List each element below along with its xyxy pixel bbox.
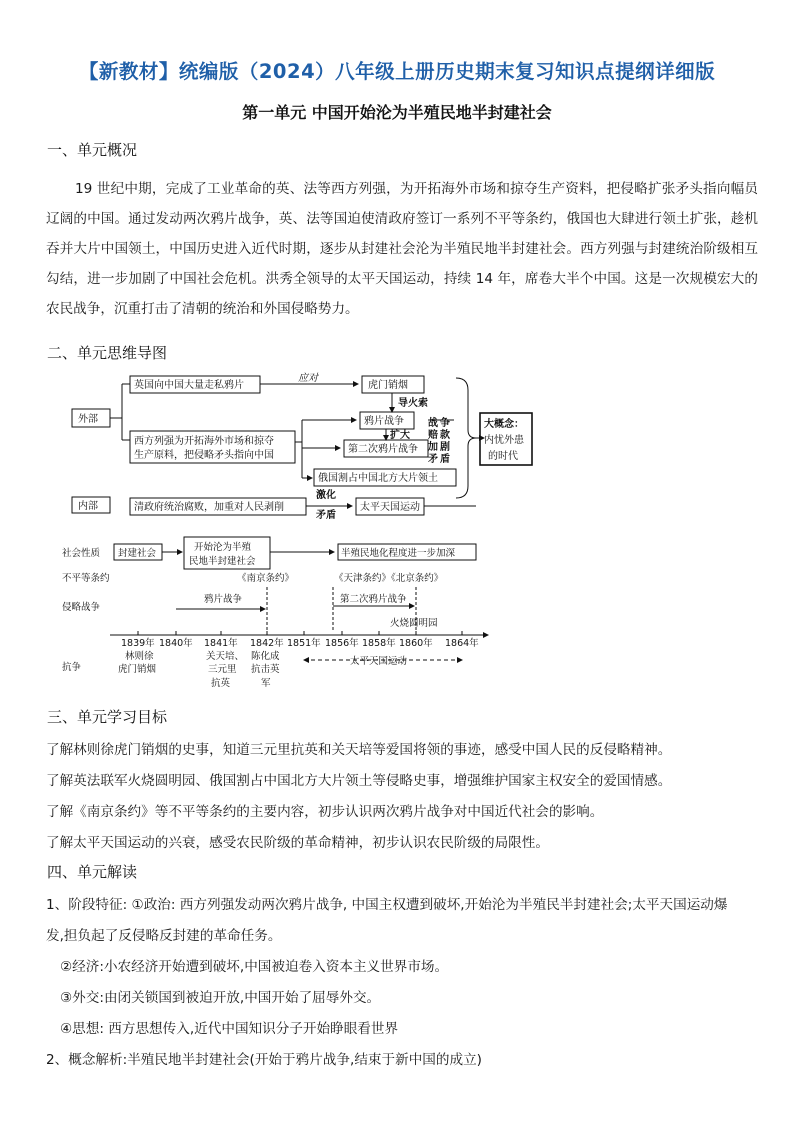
stage-feature-politics-cont: 发,担负起了反侵略反封建的革命任务。 (46, 928, 282, 944)
zz-vertical-label (427, 416, 451, 465)
svg-text:加: 加 (428, 442, 438, 453)
stage-feature-thought: ④思想: 西方思想传入,近代中国知识分子开始睁眼看世界 (60, 1021, 399, 1037)
goal-item: 了解英法联军火烧圆明园、俄国割占中国北方大片领土等侵略史事，增强维护国家主权安全的爱国情感。 (46, 773, 672, 789)
label-jihua-1: 激化 (316, 490, 336, 501)
section-heading-overview: 一、单元概况 (47, 141, 138, 159)
label-guan-3: 抗英 (211, 678, 231, 689)
label-jihua-2: 矛盾 (316, 510, 336, 521)
label-humen: 虎门销烟 (368, 380, 408, 391)
label-war-2: 第二次鸦片战争 (340, 594, 407, 605)
goal-item: 了解林则徐虎门销烟的史事，知道三元里抗英和关天培等爱国将领的事迹，感受中国人民的反侵略精神。 (46, 742, 672, 758)
overview-paragraph: 19 世纪中期，完成了工业革命的英、法等西方列强，为开拓海外市场和掠夺生产资料，把侵略扩张矛头指向幅员辽阔的中国。通过发动两次鸦片战争，英、法等国迫使清政府签订一系列不平等条约，俄国也大肆进行领土扩张，趁机吞并大片中国领土，中国历史进入近代时期，逐步从封建社会沦为半殖民地半封建社会。西方列强与封建统治阶级相互勾结，进一步加剧了中国社会危机。洪秀全领导的太平天国运动，持续 14 年，席卷大半个中国。这是一次规模宏大的农民战争，沉重打击了清朝的统治和外国侵略势力。 (46, 181, 758, 317)
label-britain-opium: 英国向中国大量走私鸦片 (134, 380, 244, 391)
label-opium-war: 鸦片战争 (364, 416, 404, 427)
svg-text:盾: 盾 (440, 454, 450, 465)
label-guan-1: 关天培、 (206, 651, 245, 662)
label-kuoda: 扩大 (390, 430, 410, 441)
label-second-opium-war: 第二次鸦片战争 (348, 444, 418, 455)
label-kaishi-2: 民地半封建社会 (189, 556, 256, 567)
timeline-years (121, 637, 479, 649)
stage-feature-politics: 1、阶段特征: ①政治: 西方列强发动两次鸦片战争, 中国主权遭到破坏,开始沦为半殖民半封建社会;太平天国运动爆 (46, 897, 728, 913)
label-war-1: 鸦片战争 (204, 594, 243, 605)
label-neibu: 内部 (78, 501, 98, 512)
label-jinyibu: 半殖民地化程度进一步加深 (341, 548, 456, 559)
label-kaishi-1: 开始沦为半殖 (194, 542, 252, 553)
label-daohuosuo: 导火索 (398, 398, 428, 409)
label-qing-corruption: 清政府统治腐败，加重对人民剥削 (134, 502, 284, 513)
timeline-diagram (58, 532, 498, 696)
label-yingdui: 应对 (298, 373, 318, 384)
label-west-1: 西方列强为开拓海外市场和掠夺 (134, 436, 274, 447)
concept-analysis: 2、概念解析:半殖民地半封建社会(开始于鸦片战争,结束于新中国的成立) (46, 1052, 482, 1068)
svg-text:剧: 剧 (440, 442, 450, 453)
svg-text:1856年: 1856年 (325, 638, 359, 649)
label-waibu: 外部 (78, 414, 98, 425)
svg-text:赔: 赔 (428, 430, 438, 441)
label-chen-2: 抗击英 (251, 664, 280, 675)
label-fengjian: 封建社会 (118, 548, 157, 559)
svg-text:1851年: 1851年 (287, 638, 321, 649)
stage-feature-economy: ②经济:小农经济开始遭到破坏,中国被迫卷入资本主义世界市场。 (60, 959, 449, 975)
document-title: 【新教材】统编版（2024）八年级上册历史期末复习知识点提纲详细版 (78, 60, 716, 83)
row-label-kangzheng: 抗争 (62, 662, 82, 673)
label-concept-3: 的时代 (488, 451, 518, 462)
goal-item: 了解太平天国运动的兴衰，感受农民阶级的革命精神，初步认识农民阶级的局限性。 (46, 835, 549, 851)
label-yuanmingyuan: 火烧圆明园 (390, 618, 438, 629)
svg-text:1841年: 1841年 (204, 638, 238, 649)
svg-text:1858年: 1858年 (362, 638, 396, 649)
svg-text:战: 战 (428, 418, 438, 429)
svg-text:款: 款 (440, 430, 450, 441)
label-chen-1: 陈化成 (251, 651, 280, 662)
stage-feature-diplomacy: ③外交:由闭关锁国到被迫开放,中国开始了屈辱外交。 (60, 990, 381, 1006)
row-label-shehui: 社会性质 (62, 548, 101, 559)
label-nanjing-treaty: 《南京条约》 (237, 573, 295, 584)
row-label-tiaoyue: 不平等条约 (62, 573, 110, 584)
label-lin-1: 林则徐 (125, 651, 154, 662)
svg-text:1864年: 1864年 (445, 638, 479, 649)
label-lin-2: 虎门销烟 (118, 664, 157, 675)
svg-text:矛: 矛 (428, 454, 438, 465)
section-heading-mindmap: 二、单元思维导图 (47, 344, 168, 362)
row-label-zhanzheng: 侵略战争 (62, 602, 101, 613)
svg-text:争: 争 (440, 418, 450, 429)
goal-item: 了解《南京条约》等不平等条约的主要内容，初步认识两次鸦片战争对中国近代社会的影响。 (46, 804, 604, 820)
svg-text:1860年: 1860年 (399, 638, 433, 649)
label-chen-3: 军 (261, 678, 271, 689)
svg-text:1842年: 1842年 (250, 638, 284, 649)
section-heading-goals: 三、单元学习目标 (47, 708, 168, 726)
label-concept-2: 内忧外患 (484, 435, 524, 446)
svg-text:1840年: 1840年 (159, 638, 193, 649)
label-taiping-movement: 太平天国运动 (350, 656, 408, 667)
label-guan-2: 三元里 (208, 664, 237, 675)
label-tianjin-beijing-treaty: 《天津条约》《北京条约》 (334, 573, 444, 584)
label-taiping: 太平天国运动 (360, 502, 420, 513)
label-west-2: 生产原料，把侵略矛头指向中国 (134, 450, 274, 461)
section-heading-interpretation: 四、单元解读 (47, 863, 138, 881)
svg-text:1839年: 1839年 (121, 638, 155, 649)
timeline-ticks (138, 631, 462, 635)
unit-title: 第一单元 中国开始沦为半殖民地半封建社会 (242, 103, 552, 122)
mind-map-diagram (66, 370, 536, 522)
label-russia: 俄国割占中国北方大片领土 (318, 473, 438, 484)
label-concept-1: 大概念： (484, 419, 524, 430)
